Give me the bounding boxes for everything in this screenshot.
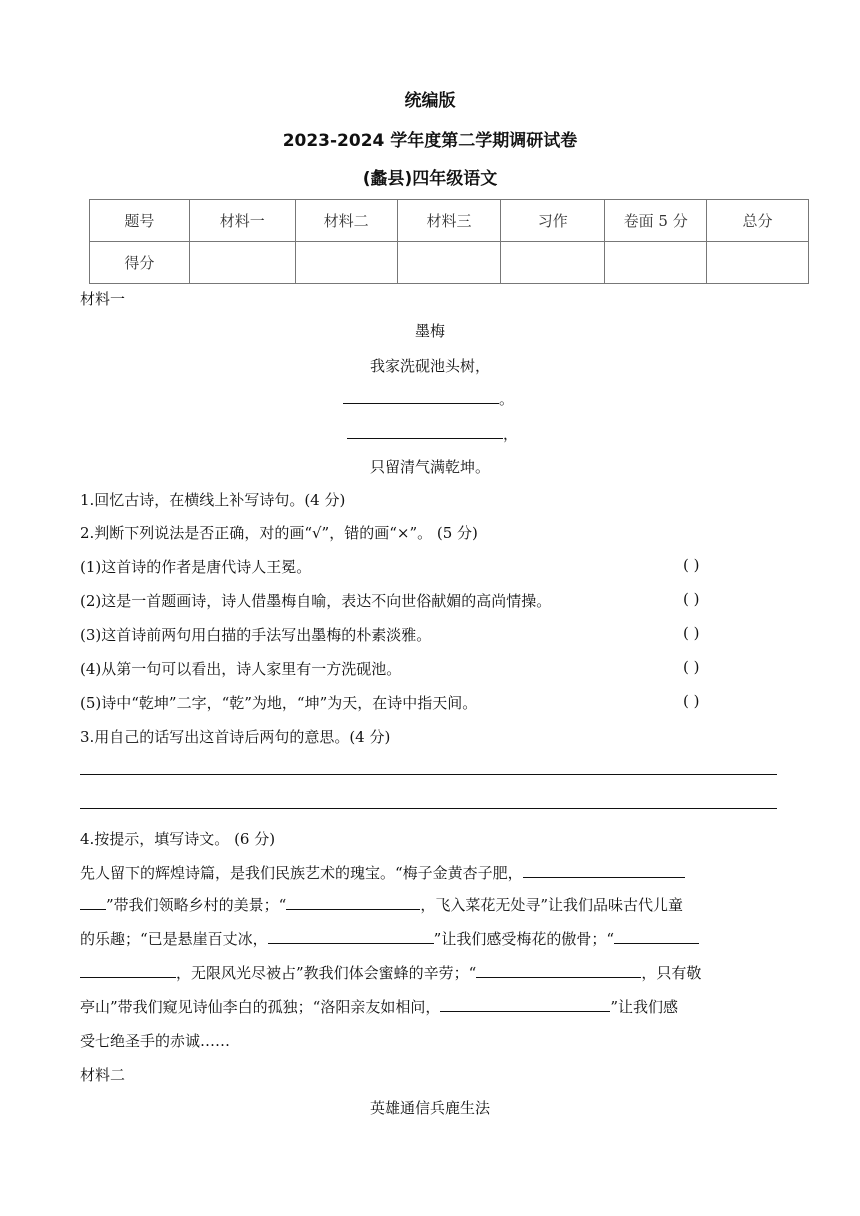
poem-line-2 <box>343 388 514 409</box>
material1-label: 材料一 <box>80 290 126 308</box>
question-4: 4.按提示，填写诗文。 (6 分) <box>80 830 276 848</box>
q4-blank-2[interactable] <box>286 894 420 910</box>
score-table <box>89 199 809 284</box>
poem-line-3-end: ， <box>503 425 519 443</box>
poem-line-1: 我家洗砚池头树， <box>369 357 490 375</box>
score-input-cell[interactable] <box>605 242 707 284</box>
q4-text: ”让我们感 <box>610 998 679 1016</box>
score-input-cell[interactable] <box>295 242 397 284</box>
q2-answer-paren-4[interactable]: ( ) <box>683 658 700 676</box>
score-input-cell[interactable] <box>397 242 501 284</box>
score-header-cell: 总分 <box>707 200 809 242</box>
material2-label: 材料二 <box>80 1066 126 1084</box>
q2-answer-paren-2[interactable]: ( ) <box>683 590 700 608</box>
q4-blank-6[interactable] <box>440 996 610 1012</box>
score-input-cell[interactable] <box>707 242 809 284</box>
question-1: 1.回忆古诗，在横线上补写诗句。(4 分) <box>80 491 346 509</box>
score-table-header-row <box>90 200 809 242</box>
q4-text: ，飞入菜花无处寻”让我们品味古代儿童 <box>420 896 684 914</box>
exam-title: 2023-2024 学年度第二学期调研试卷 <box>282 131 578 151</box>
edition-label: 统编版 <box>404 91 456 111</box>
score-input-cell[interactable] <box>501 242 605 284</box>
poem-line-2-end: 。 <box>499 390 515 408</box>
q4-paragraph-line-2 <box>80 894 780 915</box>
material2-title: 英雄通信兵鹿生法 <box>369 1099 490 1117</box>
question-3: 3.用自己的话写出这首诗后两句的意思。(4 分) <box>80 728 391 746</box>
score-header-cell: 材料一 <box>189 200 295 242</box>
q2-item-5: (5)诗中“乾坤”二字，“乾”为地，“坤”为天，在诗中指天间。 <box>80 694 478 712</box>
q4-text: 亭山”带我们窥见诗仙李白的孤独；“洛阳亲友如相问， <box>80 998 441 1016</box>
poem-line-3 <box>347 423 518 444</box>
q2-item-2: (2)这是一首题画诗，诗人借墨梅自喻，表达不向世俗献媚的高尚情操。 <box>80 592 552 610</box>
q4-blank-4b[interactable] <box>80 962 176 978</box>
q2-item-1: (1)这首诗的作者是唐代诗人王冕。 <box>80 558 312 576</box>
q4-text: ，只有敬 <box>641 964 702 982</box>
q4-text: ”带我们领略乡村的美景；“ <box>106 896 287 914</box>
q4-blank-5[interactable] <box>476 962 641 978</box>
q4-paragraph-line-3 <box>80 928 780 949</box>
q2-answer-paren-3[interactable]: ( ) <box>683 624 700 642</box>
exam-subtitle: (蠡县)四年级语文 <box>362 169 498 189</box>
q2-answer-paren-1[interactable]: ( ) <box>683 556 700 574</box>
q4-paragraph-line-1 <box>80 862 780 883</box>
q4-text: 受七绝圣手的赤诚…… <box>80 1032 231 1050</box>
q4-blank-4a[interactable] <box>614 928 699 944</box>
score-header-cell: 卷面 5 分 <box>605 200 707 242</box>
q4-blank-1b[interactable] <box>80 894 106 910</box>
poem-line-2-blank[interactable] <box>343 388 499 404</box>
poem-title: 墨梅 <box>414 322 445 340</box>
score-header-cell: 习作 <box>501 200 605 242</box>
q4-blank-1a[interactable] <box>523 862 685 878</box>
score-header-cell: 题号 <box>90 200 190 242</box>
q4-text: 先人留下的辉煌诗篇，是我们民族艺术的瑰宝。“梅子金黄杏子肥， <box>80 864 523 882</box>
score-input-cell[interactable] <box>189 242 295 284</box>
score-header-cell: 材料二 <box>295 200 397 242</box>
q4-paragraph-line-5 <box>80 996 780 1017</box>
q3-answer-line-1[interactable] <box>80 774 777 775</box>
q4-text: ”让我们感受梅花的傲骨；“ <box>433 930 615 948</box>
q2-item-3: (3)这首诗前两句用白描的手法写出墨梅的朴素淡雅。 <box>80 626 432 644</box>
q2-answer-paren-5[interactable]: ( ) <box>683 692 700 710</box>
q3-answer-line-2[interactable] <box>80 808 777 809</box>
q4-text: ，无限风光尽被占”教我们体会蜜蜂的辛劳；“ <box>176 964 477 982</box>
q4-paragraph-line-4 <box>80 962 780 983</box>
score-row-label: 得分 <box>90 242 190 284</box>
score-table-score-row <box>90 242 809 284</box>
poem-line-4: 只留清气满乾坤。 <box>369 458 490 476</box>
q4-text: 的乐趣；“已是悬崖百丈冰， <box>80 930 268 948</box>
poem-line-3-blank[interactable] <box>347 423 503 439</box>
q4-paragraph-line-6 <box>80 1030 780 1051</box>
question-2: 2.判断下列说法是否正确，对的画“√”，错的画“×”。 (5 分) <box>80 524 478 542</box>
q4-blank-3[interactable] <box>268 928 434 944</box>
q2-item-4: (4)从第一句可以看出，诗人家里有一方洗砚池。 <box>80 660 402 678</box>
score-header-cell: 材料三 <box>397 200 501 242</box>
